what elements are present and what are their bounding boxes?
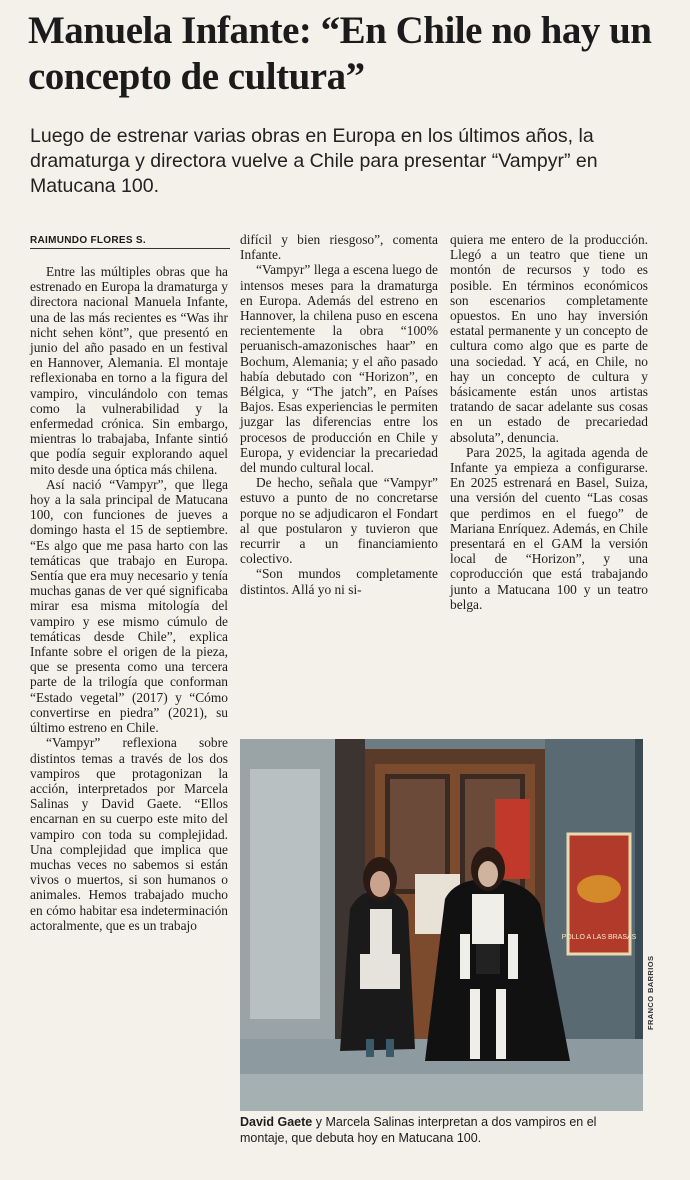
svg-text:POLLO A LAS BRASAS: POLLO A LAS BRASAS [561, 934, 637, 941]
article-column-2 [240, 232, 438, 597]
deck-subtitle: Luego de estrenar varias obras en Europa en los últimos años, la dramaturga y directora vuelve a Chile para presentar “Vampyr” en Matucana 100. [30, 125, 598, 197]
paragraph: De hecho, señala que “Vampyr” estuvo a punto de no concretarse porque no se adjudicaron el Fondart al que postularon y tuvieron que recurrir a un financiamiento colectivo. [240, 475, 438, 567]
paragraph: “Vampyr” llega a escena luego de intensos meses para la dramaturga en Europa. Además del estreno en Hannover, la chilena puso en escena recientemente la obra “100% peruanisch-amazonisches haar” en Bochum, Alemania; y el año pasado había debutado con “Horizon”, en Bélgica, y “The jatch”, en Países Bajos. Esas experiencias le permiten juzgar las diferencias entre los procesos de producción en Chile y Europa, y evidenciar la precariedad del mundo cultural local. [240, 262, 438, 476]
paragraph: difícil y bien riesgoso”, comenta Infante. [240, 232, 438, 263]
paragraph: Así nació “Vampyr”, que llega hoy a la sala principal de Matucana 100, con funciones de jueves a domingo hasta el 15 de septiembre. “Es algo que me pasa harto con las temáticas que trabajo en Europa. Sentía que era muy necesario y tenía muchas ganas de ver qué significaba mirar esa misma mitología del vampiro y ese mismo cúmulo de temáticas desde Chile”, explica Infante sobre el origen de la pieza, que se presenta como una tercera parte de la trilogía que conforman “Estado vegetal” (2017) y “Cómo convertirse en piedra” (2021), su último estreno en Chile. [30, 476, 228, 736]
paragraph: Entre las múltiples obras que ha estrenado en Europa la dramaturga y directora nacional Manuela Infante, una de las más recientes es “Was ihr nicht sehen könt”, que presentó en junio del año pasado en un festival en Hannover, Alemania. El montaje reflexionaba en torno a la figura del vampiro, vinculándolo con temas como la vulnerabilidad y la enfermedad crónica. Sin embargo, mientras lo trabajaba, Infante sintió que podía seguir explorando aquel mito desde una óptica más chilena. [30, 264, 228, 477]
paragraph: “Vampyr” reflexiona sobre distintos temas a través de los dos vampiros que protagonizan la acción, interpretados por Marcela Salinas y David Gaete. “Ellos encarnan en su cuerpo este mito del vampiro con toda su complejidad. Una complejidad que implica que muchas veces no sabemos si están vivos o muertos, si son humanos o animales. Hemos trabajado mucho en cómo habitar esa indeterminación actoralmente, que es un trabajo [30, 735, 228, 933]
photo-illustration [240, 739, 643, 1111]
caption-text: y Marcela Salinas interpretan a dos vampiros en el montaje, que debuta hoy en Matucana 100. [240, 1115, 597, 1145]
paragraph: “Son mundos completamente distintos. Allá yo ni si- [240, 566, 438, 597]
photo-caption [240, 1114, 644, 1146]
article-column-3 [450, 232, 648, 612]
paragraph: Para 2025, la agitada agenda de Infante ya empieza a configurarse. En 2025 estrenará en Basel, Suiza, una versión del cuento “Las cosas que perdimos en el fuego” de Mariana Enríquez. Además, en Chile presentará en el GAM la versión local de “Horizon”, y una coproducción que está trabajando junto a Matucana 100 y un teatro belga. [450, 444, 648, 612]
article-column-1 [30, 264, 228, 933]
photo-credit: FRANCO BARRIOS [646, 955, 655, 1030]
byline: RAIMUNDO FLORES S. [30, 235, 230, 249]
caption-names: David Gaete [240, 1115, 313, 1129]
paragraph: quiera me entero de la producción. Llegó a un teatro que tiene un montón de recursos y todo es posible. En términos económicos son escenarios completamente opuestos. En uno hay inversión estatal permanente y un concepto de cultura como algo que es parte de una sociedad. Y acá, en Chile, no hay un concepto de cultura y básicamente están unos artistas tratando de sacar adelante sus cosas en un estado de precariedad absoluta”, denuncia. [450, 232, 648, 445]
article-photo [240, 739, 643, 1111]
headline: Manuela Infante: “En Chile no hay un concepto de cultura” [28, 9, 652, 98]
restaurant-sign [562, 834, 637, 954]
